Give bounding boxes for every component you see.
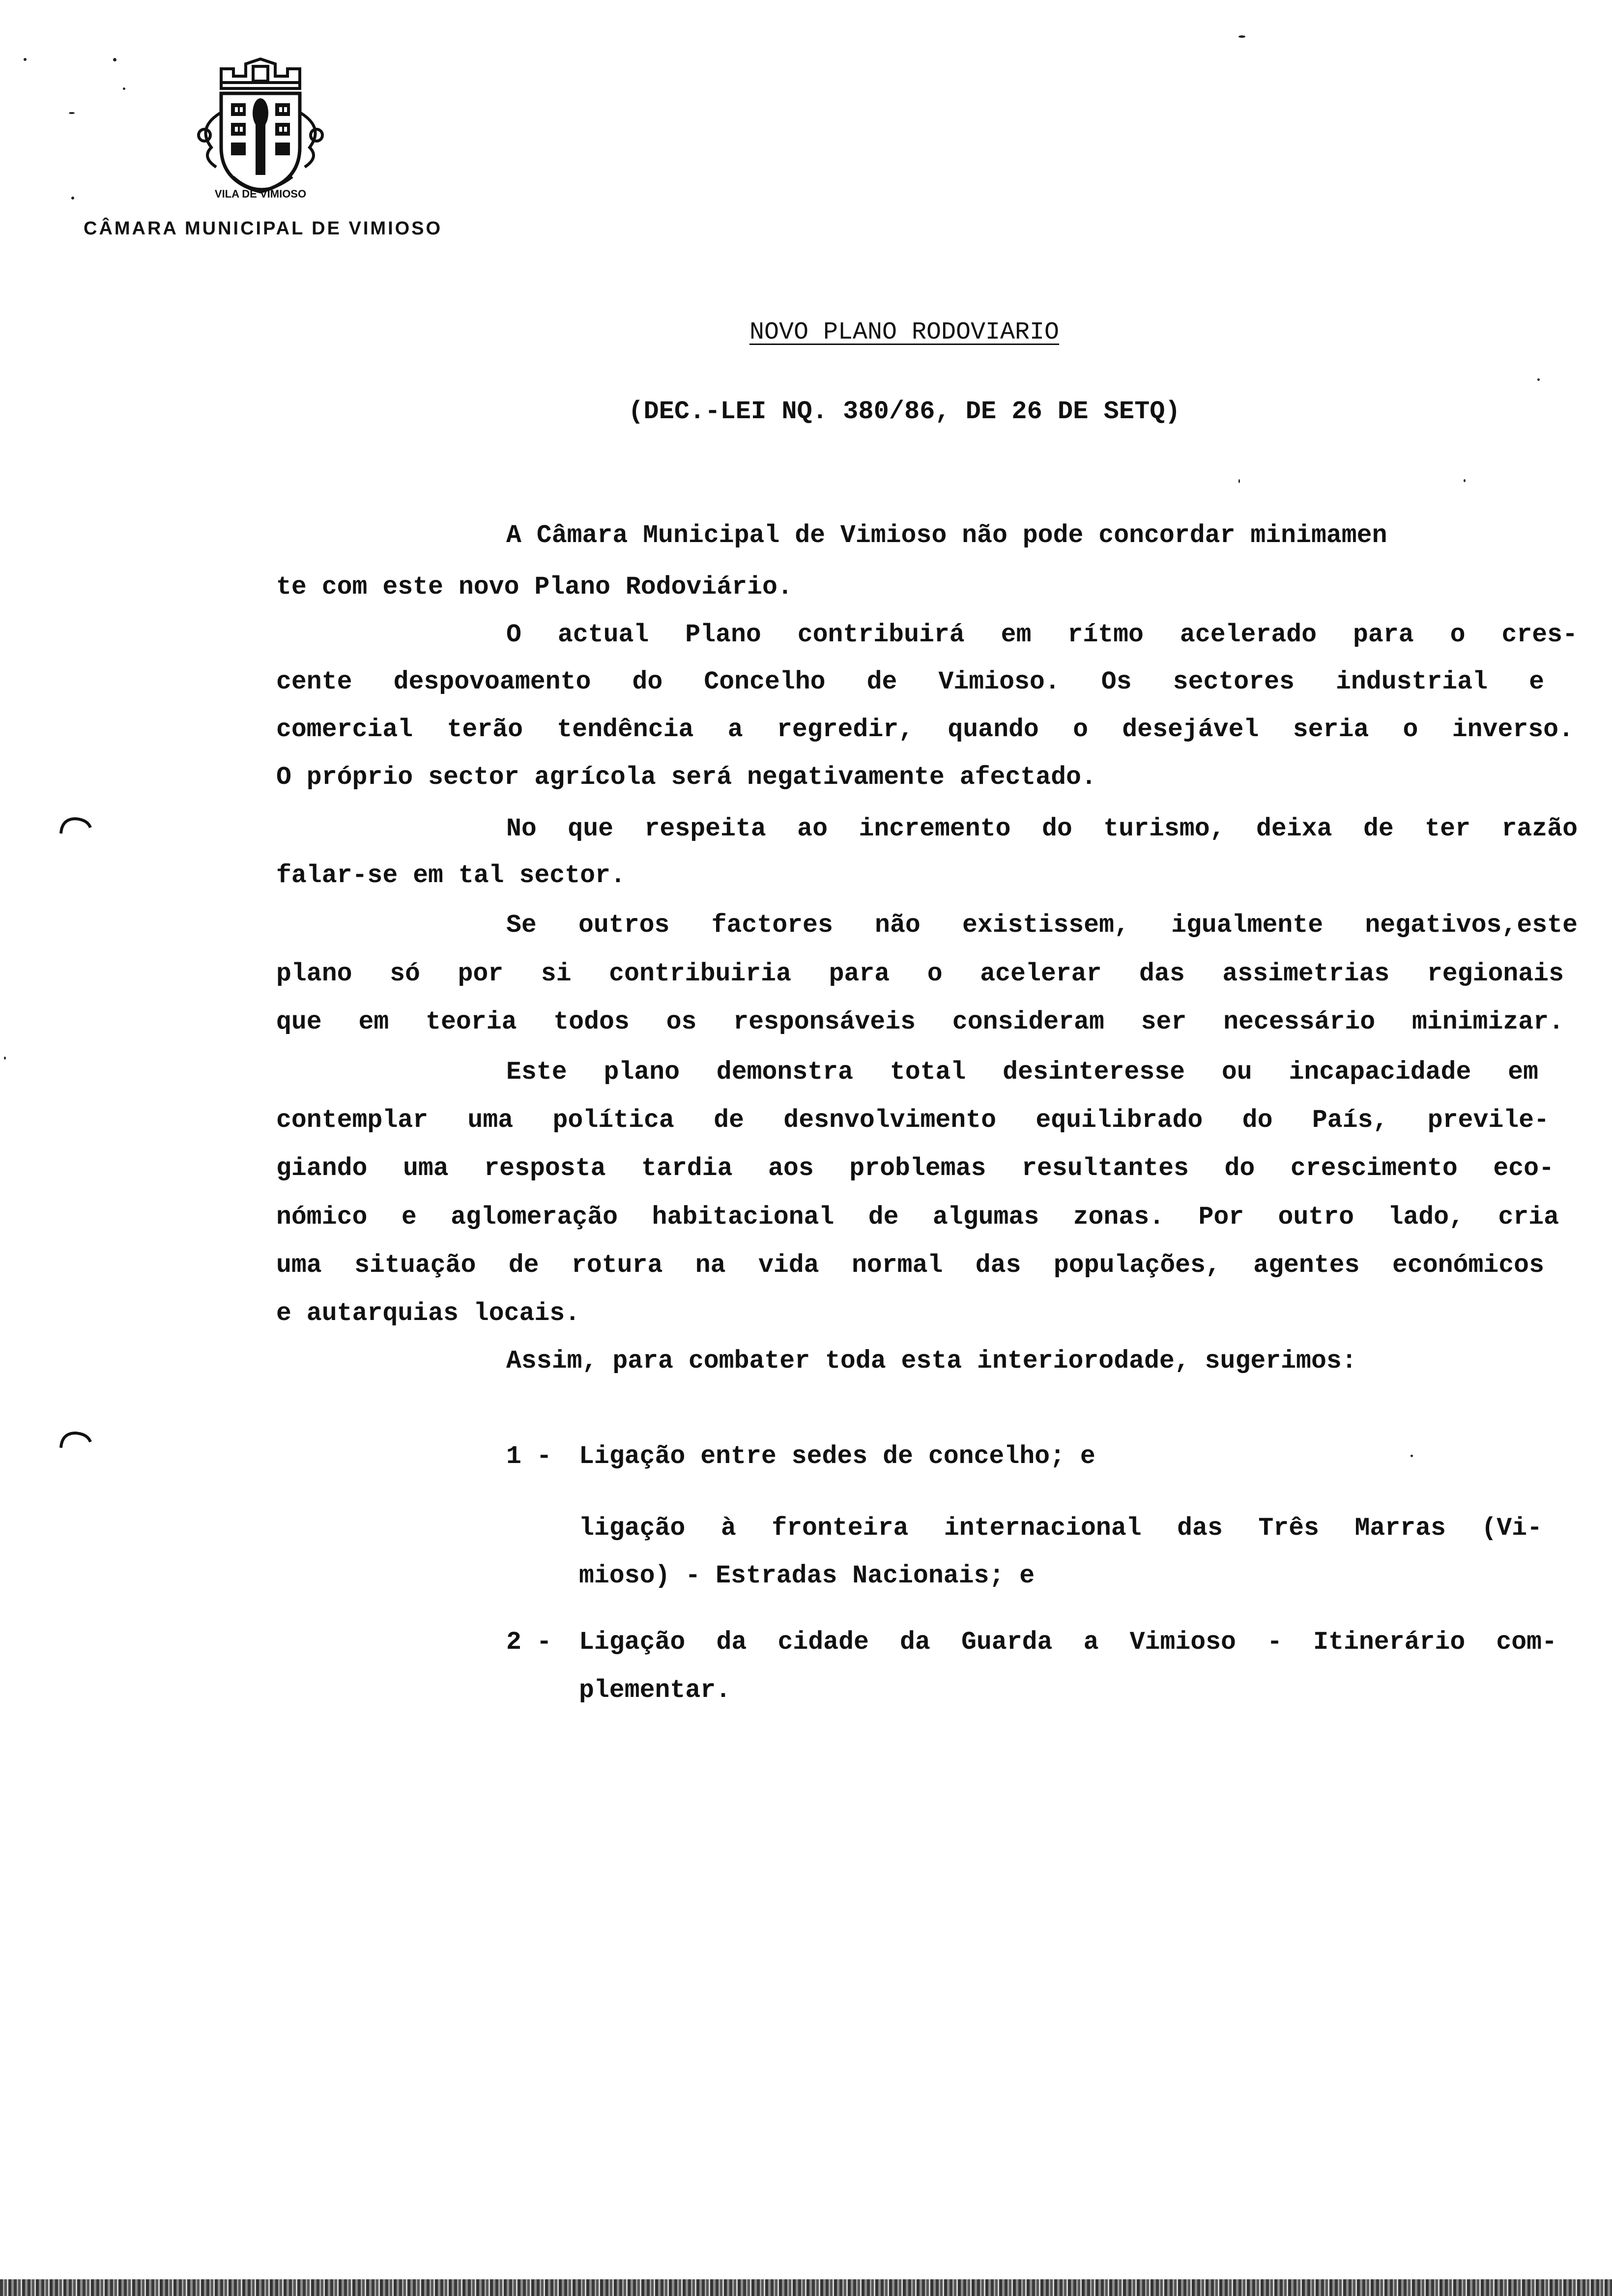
list-item-number: 2 - (506, 1628, 552, 1657)
body-line: plano só por si contribuiria para o acelerar das assimetrias regionais (276, 960, 1564, 988)
body-line: e autarquias locais. (276, 1299, 580, 1328)
body-line: giando uma resposta tardia aos problemas resultantes do crescimento eco- (276, 1154, 1554, 1183)
crest-motto: VILA DE VIMIOSO (214, 188, 307, 200)
organization-name: CÂMARA MUNICIPAL DE VIMIOSO (84, 218, 443, 239)
punch-hole-mark (58, 816, 92, 835)
document-title: NOVO PLANO RODOVIARIO (749, 318, 1060, 346)
body-line: Se outros factores não existissem, igualmente negativos,este (506, 911, 1578, 940)
scan-speck (69, 112, 75, 114)
body-line: falar-se em tal sector. (276, 861, 626, 890)
body-line: O actual Plano contribuirá em rítmo acelerado para o cres- (506, 621, 1578, 649)
punch-hole-mark (58, 1430, 92, 1450)
body-line: que em teoria todos os responsáveis consideram ser necessário minimizar. (276, 1008, 1564, 1036)
document-subtitle: (DEC.-LEI NQ. 380/86, DE 26 DE SETQ) (628, 397, 1180, 426)
list-item-line: plementar. (579, 1676, 731, 1705)
scan-speck (1238, 479, 1240, 483)
body-line: O próprio sector agrícola será negativamente afectado. (276, 763, 1096, 792)
body-line: nómico e aglomeração habitacional de algumas zonas. Por outro lado, cria (276, 1203, 1559, 1232)
scan-speck (24, 58, 27, 61)
body-line: uma situação de rotura na vida normal das populações, agentes económicos (276, 1251, 1544, 1280)
list-item-subline: ligação à fronteira internacional das Três Marras (Vi- (579, 1514, 1542, 1543)
scan-speck (4, 1057, 6, 1060)
body-line: No que respeita ao incremento do turismo, deixa de ter razão (506, 815, 1578, 843)
scan-speck (113, 58, 116, 61)
body-line: cente despovoamento do Concelho de Vimioso. Os sectores industrial e (276, 668, 1544, 696)
body-line: comercial terão tendência a regredir, quando o desejável seria o inverso. (276, 716, 1574, 744)
body-line: te com este novo Plano Rodoviário. (276, 573, 793, 602)
list-item-line: Ligação da cidade da Guarda a Vimioso - Itinerário com- (579, 1628, 1557, 1657)
scan-bottom-edge (0, 2279, 1612, 2296)
scan-speck (1537, 378, 1540, 381)
body-line: contemplar uma política de desnvolvimento equilibrado do País, previle- (276, 1106, 1549, 1135)
body-line: Assim, para combater toda esta interiorodade, sugerimos: (506, 1347, 1357, 1376)
scan-speck (123, 87, 125, 90)
body-line: A Câmara Municipal de Vimioso não pode concordar minimamen (506, 521, 1387, 550)
list-item-line: Ligação entre sedes de concelho; e (579, 1442, 1095, 1471)
body-line: Este plano demonstra total desinteresse ou incapacidade em (506, 1058, 1538, 1087)
municipal-crest-logo (187, 54, 334, 201)
list-item-subline: mioso) - Estradas Nacionais; e (579, 1562, 1035, 1590)
scan-speck (1410, 1455, 1413, 1457)
scan-speck (1464, 479, 1466, 482)
list-item-number: 1 - (506, 1442, 552, 1471)
scan-speck (71, 197, 74, 200)
scan-speck (1238, 35, 1245, 38)
